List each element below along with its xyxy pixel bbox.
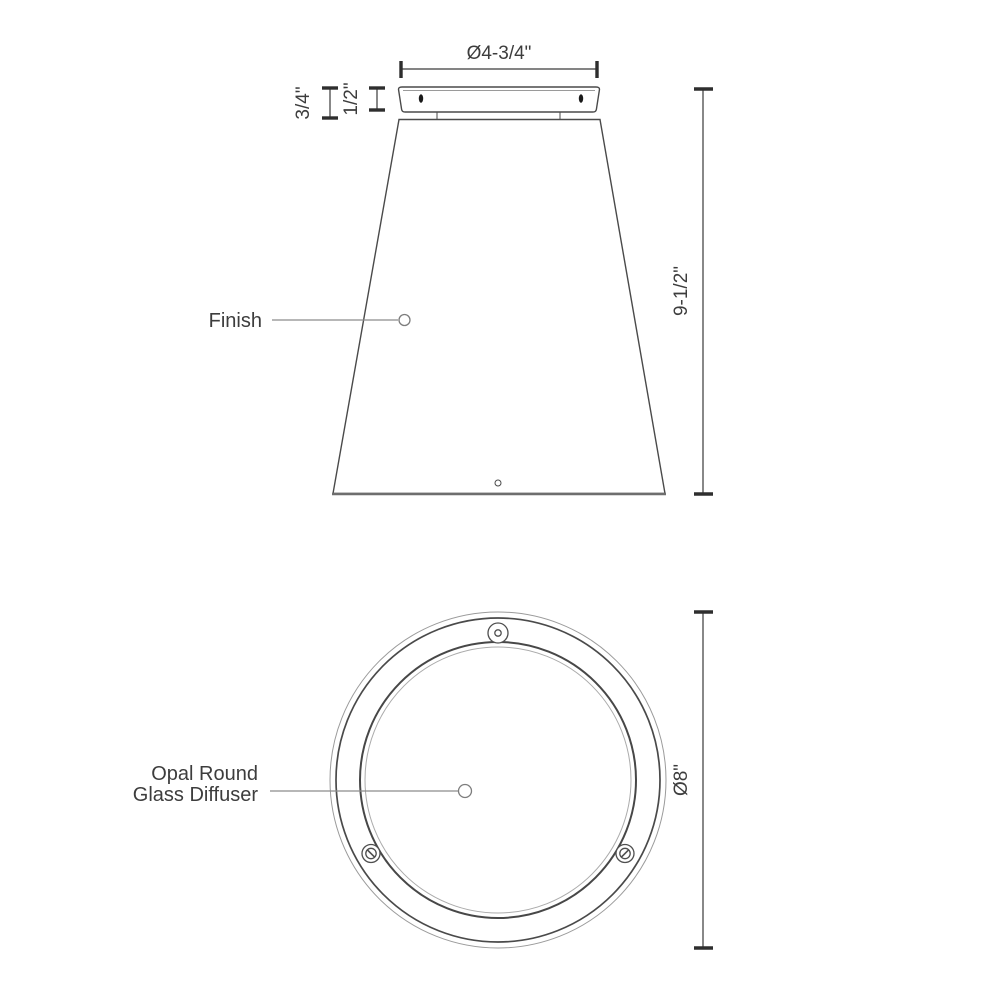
canopy-screw-hole-left [419,94,423,103]
dim-canopy-plate-height [341,82,385,115]
dim-trim-diameter [671,612,713,948]
glass-diffuser-circle [365,647,631,913]
trim-screw-lower-left [362,845,380,863]
finish-label: Finish [208,310,262,332]
dim-canopy-plate-height-label: 1/2" [341,82,362,116]
trim-screw-lower-right [616,845,634,863]
diffuser-leader-dot [459,785,472,798]
dim-overall-height [671,89,713,494]
dim-canopy-width-label: Ø4-3/4" [466,43,532,64]
dim-canopy-total-height-label: 3/4" [293,86,314,120]
cone-shade-body [333,120,665,494]
cone-shade [332,120,666,495]
finish-leader-dot [399,315,410,326]
trim-screw-top [488,623,508,643]
dim-trim-diameter-label: Ø8" [671,763,692,797]
dim-canopy-width [401,43,597,78]
dim-canopy-total-height [293,86,338,119]
canopy-screw-hole-right [579,94,583,103]
diffuser-label-line1: Opal Round [151,763,258,785]
trim-screw-top-head [488,623,508,643]
front-view [209,43,713,494]
bottom-view [133,612,713,948]
diffuser-label-line2: Glass Diffuser [132,784,258,806]
dim-overall-height-label: 9-1/2" [671,265,692,317]
canopy-plate [399,87,600,120]
